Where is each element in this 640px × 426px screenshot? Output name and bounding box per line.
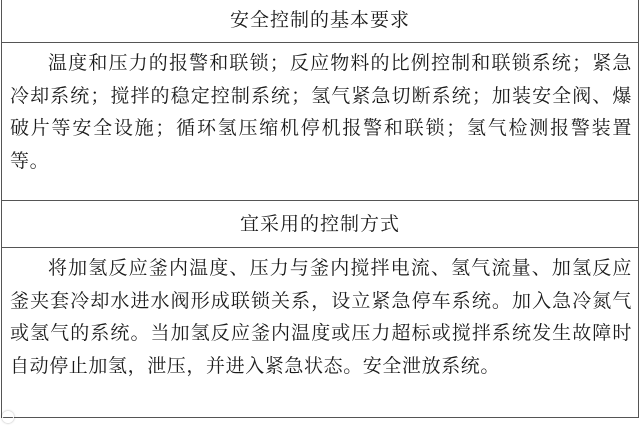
section-1-title: 安全控制的基本要求 (2, 0, 639, 43)
watermark-circle-icon (2, 411, 14, 423)
section-1-body-row (2, 43, 639, 201)
section-2-header-row (2, 201, 639, 248)
section-2-title: 宜采用的控制方式 (2, 201, 639, 248)
safety-control-table (1, 0, 639, 418)
section-2-body-row (2, 248, 639, 418)
section-1-body: 温度和压力的报警和联锁；反应物料的比例控制和联锁系统；紧急冷却系统；搅拌的稳定控制系统；氢气紧急切断系统；加装安全阀、爆破片等安全设施；循环氢压缩机停机报警和联锁；氢气检测报警装置等。 (2, 43, 639, 201)
watermark (2, 411, 14, 423)
section-2-body: 将加氢反应釜内温度、压力与釜内搅拌电流、氢气流量、加氢反应釜夹套冷却水进水阀形成联锁关系，设立紧急停车系统。加入急冷氮气或氢气的系统。当加氢反应釜内温度或压力超标或搅拌系统发生故障时自动停止加氢，泄压，并进入紧急状态。安全泄放系统。 (2, 248, 639, 418)
section-1-header-row (2, 0, 639, 43)
